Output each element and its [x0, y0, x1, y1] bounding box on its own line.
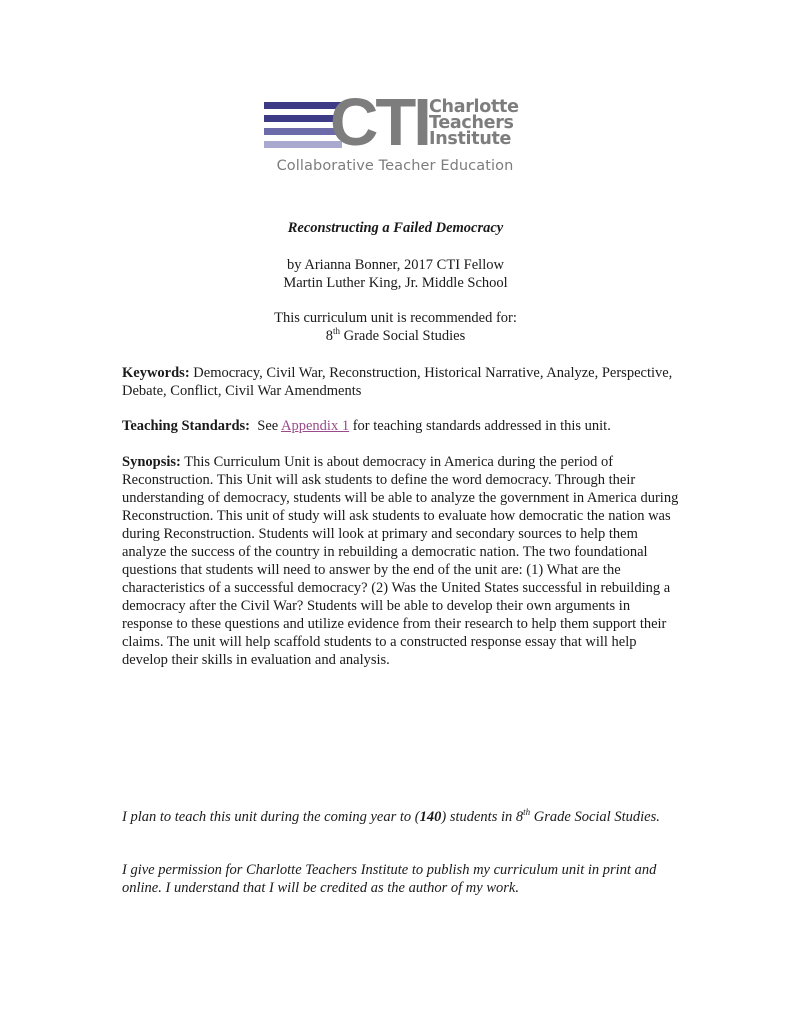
cti-logo — [264, 85, 526, 179]
teaching-standards-paragraph — [122, 417, 682, 435]
plan-grade-number: 8 — [515, 809, 524, 825]
teaching-standards-pre: See — [250, 418, 282, 434]
synopsis-paragraph — [122, 453, 682, 669]
logo-tagline: Collaborative Teacher Education — [276, 158, 514, 174]
grade-subject: Grade Social Studies — [340, 328, 466, 344]
plan-pre: I plan to teach this unit during the coming year to ( — [122, 809, 420, 825]
grade-superscript: th — [332, 326, 340, 337]
synopsis-text: This Curriculum Unit is about democracy in America during the period of Reconstruction. This Unit will ask students to define the word democracy. Through their understanding of democracy, students will be able to analyze the government in America during Reconstruction. This unit of study will ask students to evaluate how democratic the nation was during Reconstruction. Students will look at primary and secondary sources to help them analyze the success of the country in rebuilding a democratic nation. The two foundational questions that students will need to answer by the end of the unit are: (1) What are the characteristics of a successful democracy? (2) Was the United States successful in rebuilding a democracy after the Civil War? Students will be able to develop their own arguments in response to these questions and utilize evidence from their research to help them support their claims. The unit will help scaffold students to a constructed response essay that will help develop their skills in evaluation and analysis. — [122, 454, 679, 668]
plan-statement — [122, 808, 682, 826]
permission-statement: I give permission for Charlotte Teachers Institute to publish my curriculum unit in print and online. I understand that I will be credited as the author of my work. — [122, 862, 657, 896]
appendix-link[interactable]: Appendix 1 — [281, 418, 350, 434]
author-line: by Arianna Bonner, 2017 CTI Fellow — [287, 257, 504, 273]
logo-mark: CTI — [330, 85, 429, 160]
logo-name — [429, 99, 519, 147]
synopsis-label: Synopsis: — [122, 454, 181, 470]
keywords-paragraph — [122, 364, 682, 400]
keywords-label: Keywords: — [122, 365, 190, 381]
student-count: 140 — [419, 809, 442, 825]
document-title: Reconstructing a Failed Democracy — [287, 220, 504, 236]
plan-mid: ) students in — [441, 809, 516, 825]
school-line: Martin Luther King, Jr. Middle School — [283, 275, 508, 291]
logo-name-line-3: Institute — [429, 129, 512, 149]
grade-number: 8 — [325, 328, 333, 344]
grade-line — [0, 327, 791, 345]
recommendation-block — [0, 309, 791, 345]
logo-name-line-1: Charlotte — [429, 97, 519, 117]
plan-grade-superscript: th — [523, 807, 531, 818]
recommendation-line: This curriculum unit is recommended for: — [274, 310, 517, 326]
logo-name-line-2: Teachers — [429, 113, 514, 133]
plan-post: Grade Social Studies. — [530, 809, 660, 825]
keywords-text: Democracy, Civil War, Reconstruction, Historical Narrative, Analyze, Perspective, Debate, Conflict, Civil War Amendments — [122, 365, 673, 399]
teaching-standards-label: Teaching Standards: — [122, 418, 250, 434]
author-block — [0, 256, 791, 292]
teaching-standards-post: for teaching standards addressed in this unit. — [349, 418, 611, 434]
